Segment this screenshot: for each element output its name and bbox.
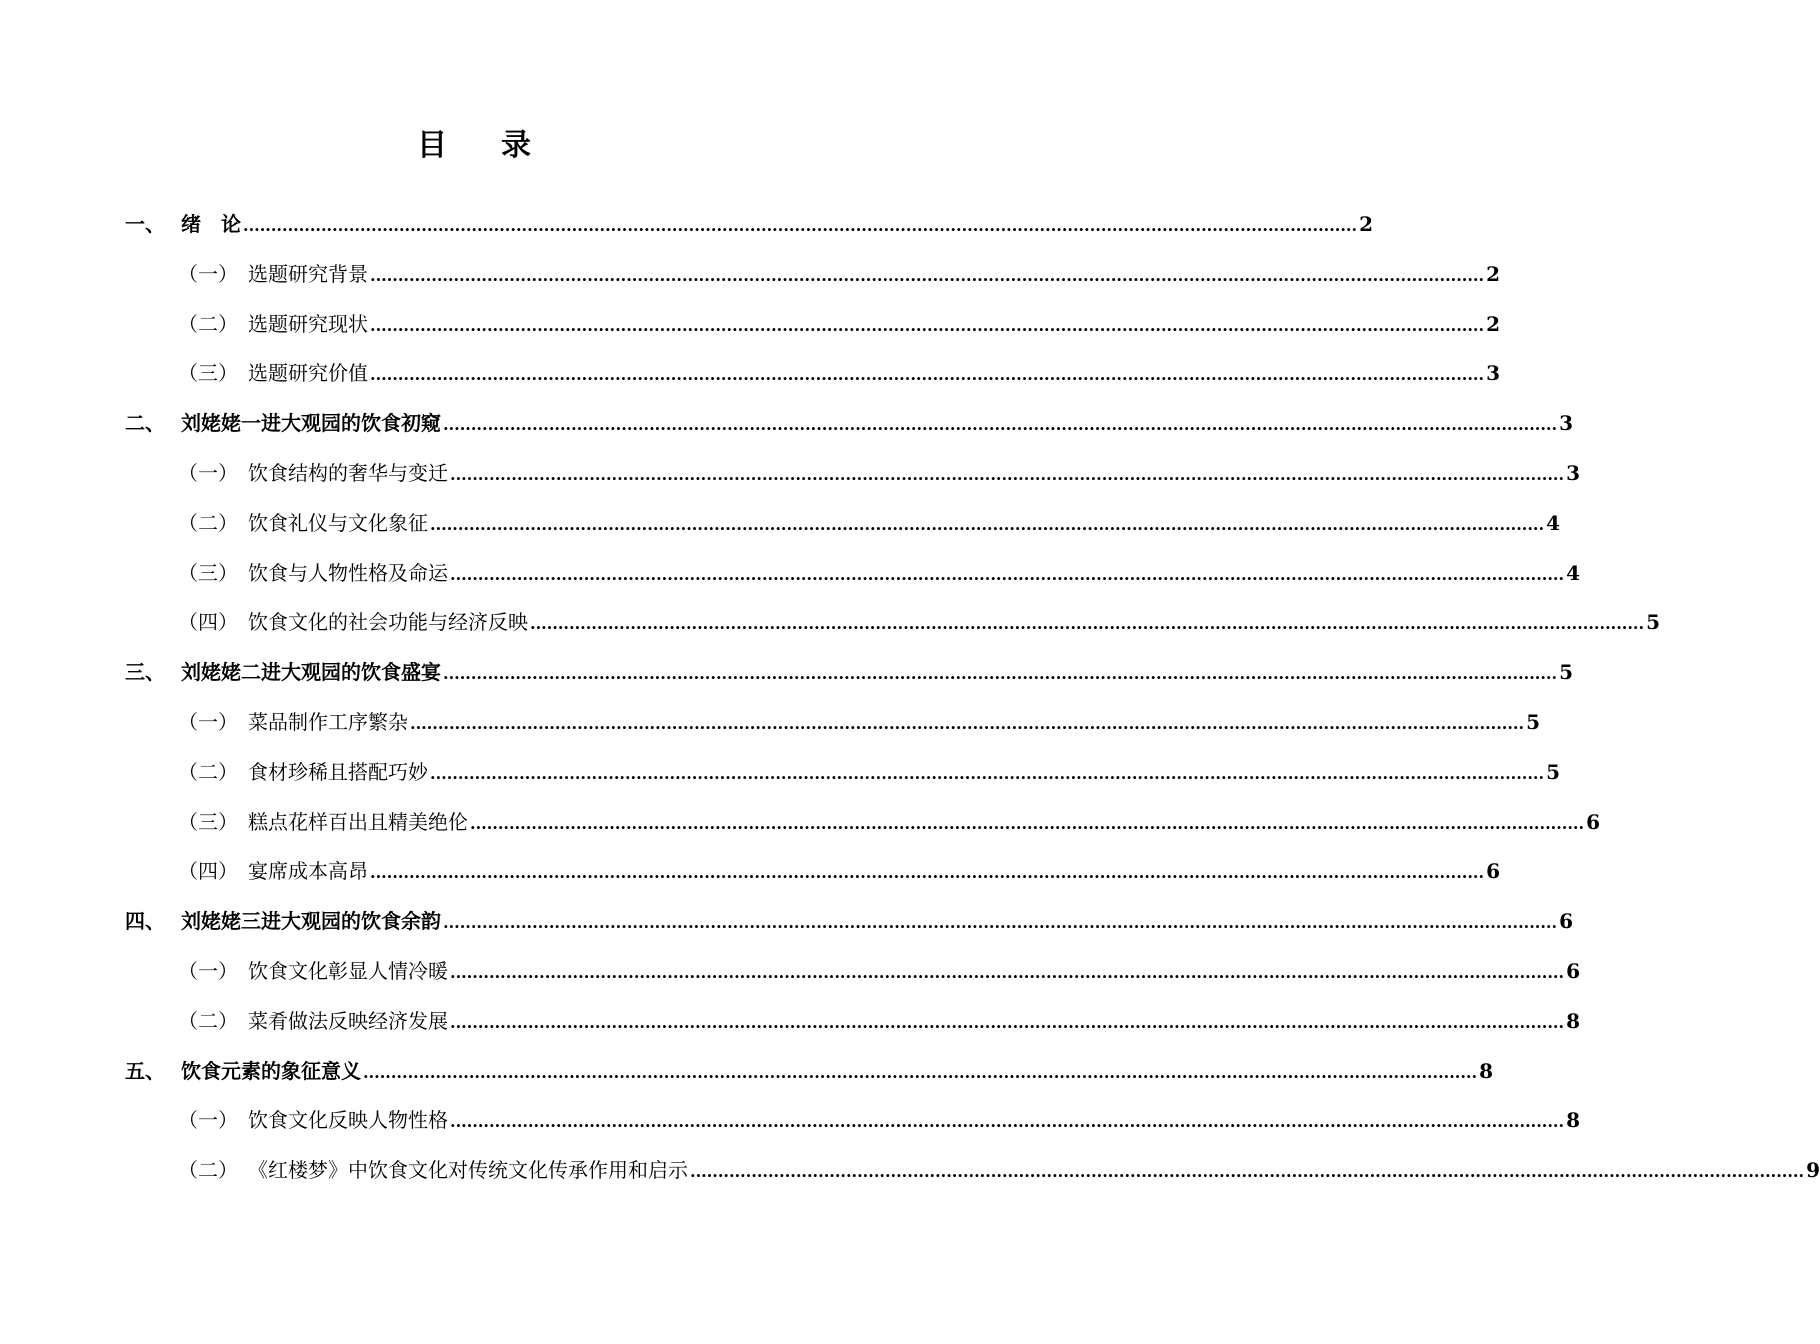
toc-chapter-entry[interactable] — [125, 204, 1373, 244]
toc-section-entry[interactable] — [178, 1001, 1580, 1041]
toc-section-entry[interactable] — [178, 503, 1560, 543]
toc-entry-title: 食材珍稀且搭配巧妙 — [248, 759, 428, 784]
toc-entry-number: （三） — [178, 361, 238, 386]
toc-dot-leader: ........................................................................................................................................................................................................ — [443, 415, 1558, 435]
toc-entry-title: 菜品制作工序繁杂 — [248, 710, 408, 734]
toc-dot-leader: ........................................................................................................................................................................................................ — [690, 1162, 1805, 1182]
toc-entry-number: 四、 — [125, 909, 165, 934]
toc-entry-title: 饮食文化的社会功能与经济反映 — [248, 610, 528, 635]
toc-dot-leader: ........................................................................................................................................................................................................ — [450, 564, 1565, 584]
page-title — [0, 120, 950, 164]
toc-page-number: 6 — [1566, 959, 1580, 983]
toc-entry-title: 饮食文化反映人物性格 — [248, 1108, 448, 1133]
toc-entry-title: 刘姥姥一进大观园的饮食初窥 — [181, 411, 441, 436]
toc-entry-title: 饮食礼仪与文化象征 — [248, 510, 428, 535]
toc-page-number: 5 — [1546, 759, 1560, 784]
toc-page-number: 2 — [1486, 261, 1500, 286]
toc-dot-leader: ........................................................................................................................................................................................................ — [410, 714, 1525, 733]
toc-dot-leader: ........................................................................................................................................................................................................ — [370, 265, 1485, 285]
toc-chapter-entry[interactable] — [125, 901, 1573, 941]
toc-section-entry[interactable] — [178, 453, 1580, 493]
toc-entry-title: 饮食元素的象征意义 — [181, 1058, 361, 1083]
toc-dot-leader: ........................................................................................................................................................................................................ — [363, 1062, 1478, 1082]
toc-entry-title: 饮食文化彰显人情冷暖 — [248, 959, 448, 983]
toc-page-number: 8 — [1566, 1008, 1580, 1033]
toc-entry-number: （二） — [178, 1008, 238, 1033]
toc-entry-number: （三） — [178, 560, 238, 585]
toc-entry-title: 糕点花样百出且精美绝伦 — [248, 809, 468, 834]
toc-entry-number: （二） — [178, 311, 238, 336]
toc-dot-leader: ........................................................................................................................................................................................................ — [530, 614, 1645, 634]
toc-entry-number: 一、 — [125, 212, 165, 236]
toc-chapter-entry[interactable] — [125, 403, 1573, 443]
toc-entry-number: （一） — [178, 959, 238, 983]
toc-chapter-entry[interactable] — [125, 652, 1573, 692]
toc-section-entry[interactable] — [178, 1100, 1580, 1140]
toc-page-number: 2 — [1486, 311, 1500, 336]
toc-entry-number: （一） — [178, 261, 238, 286]
toc-dot-leader: ........................................................................................................................................................................................................ — [430, 514, 1545, 534]
toc-section-entry[interactable] — [178, 951, 1580, 991]
toc-entry-number: （二） — [178, 510, 238, 535]
toc-page-number: 3 — [1559, 411, 1573, 436]
toc-entry-number: （二） — [178, 1158, 238, 1183]
toc-dot-leader: ........................................................................................................................................................................................................ — [243, 216, 1358, 235]
toc-page-number: 6 — [1486, 859, 1500, 884]
toc-page-number: 4 — [1546, 510, 1560, 535]
toc-entry-number: （四） — [178, 610, 238, 635]
toc-entry-number: 二、 — [125, 411, 165, 436]
toc-page-number: 8 — [1566, 1108, 1580, 1133]
toc-dot-leader: ........................................................................................................................................................................................................ — [370, 365, 1485, 385]
toc-entry-number: （二） — [178, 759, 238, 784]
toc-dot-leader: ........................................................................................................................................................................................................ — [370, 863, 1485, 883]
toc-entry-number: （一） — [178, 710, 238, 734]
toc-section-entry[interactable] — [178, 304, 1500, 344]
toc-page-number: 3 — [1486, 361, 1500, 386]
toc-entry-number: （一） — [178, 461, 238, 485]
toc-dot-leader: ........................................................................................................................................................................................................ — [450, 963, 1565, 982]
toc-page-number: 6 — [1586, 809, 1600, 834]
toc-dot-leader: ........................................................................................................................................................................................................ — [443, 913, 1558, 933]
toc-entry-title: 选题研究背景 — [248, 261, 368, 286]
toc-section-entry[interactable] — [178, 602, 1660, 642]
toc-page-number: 9 — [1806, 1158, 1820, 1183]
toc-section-entry[interactable] — [178, 752, 1560, 792]
toc-page-number: 6 — [1559, 909, 1573, 934]
title-char: 目 — [417, 128, 449, 163]
toc-entry-number: 三、 — [125, 660, 165, 685]
toc-section-entry[interactable] — [178, 851, 1500, 891]
toc-dot-leader: ........................................................................................................................................................................................................ — [470, 813, 1585, 833]
toc-entry-title: 宴席成本高昂 — [248, 859, 368, 884]
toc-page-number: 5 — [1559, 660, 1573, 685]
toc-entry-title: 饮食与人物性格及命运 — [248, 560, 448, 585]
toc-dot-leader: ........................................................................................................................................................................................................ — [370, 315, 1485, 335]
toc-page-number: 5 — [1646, 610, 1660, 635]
toc-section-entry[interactable] — [178, 1150, 1820, 1190]
toc-entry-title: 刘姥姥三进大观园的饮食余韵 — [181, 909, 441, 934]
toc-entry-title: 选题研究价值 — [248, 361, 368, 386]
toc-entry-title: 《红楼梦》中饮食文化对传统文化传承作用和启示 — [248, 1158, 688, 1183]
toc-section-entry[interactable] — [178, 702, 1540, 742]
toc-dot-leader: ........................................................................................................................................................................................................ — [450, 1012, 1565, 1032]
toc-chapter-entry[interactable] — [125, 1051, 1493, 1091]
toc-dot-leader: ........................................................................................................................................................................................................ — [430, 763, 1545, 783]
toc-entry-title: 选题研究现状 — [248, 311, 368, 336]
toc-section-entry[interactable] — [178, 802, 1600, 842]
toc-page-number: 5 — [1526, 710, 1540, 734]
toc-page-number: 2 — [1359, 212, 1373, 236]
toc-entry-number: （三） — [178, 809, 238, 834]
toc-dot-leader: ........................................................................................................................................................................................................ — [443, 664, 1558, 684]
toc-dot-leader: ........................................................................................................................................................................................................ — [450, 465, 1565, 484]
toc-entry-title: 菜肴做法反映经济发展 — [248, 1008, 448, 1033]
toc-entry-title: 饮食结构的奢华与变迁 — [248, 461, 448, 485]
title-char: 录 — [501, 128, 533, 163]
toc-entry-title: 刘姥姥二进大观园的饮食盛宴 — [181, 660, 441, 685]
toc-section-entry[interactable] — [178, 353, 1500, 393]
toc-entry-number: 五、 — [125, 1058, 165, 1083]
toc-page-number: 3 — [1566, 461, 1580, 485]
toc-page-number: 8 — [1479, 1058, 1493, 1083]
toc-entry-title: 绪 论 — [181, 212, 241, 236]
toc-dot-leader: ........................................................................................................................................................................................................ — [450, 1112, 1565, 1132]
toc-entry-number: （四） — [178, 859, 238, 884]
toc-page-number: 4 — [1566, 560, 1580, 585]
toc-section-entry[interactable] — [178, 254, 1500, 294]
toc-section-entry[interactable] — [178, 553, 1580, 593]
toc-entry-number: （一） — [178, 1108, 238, 1133]
